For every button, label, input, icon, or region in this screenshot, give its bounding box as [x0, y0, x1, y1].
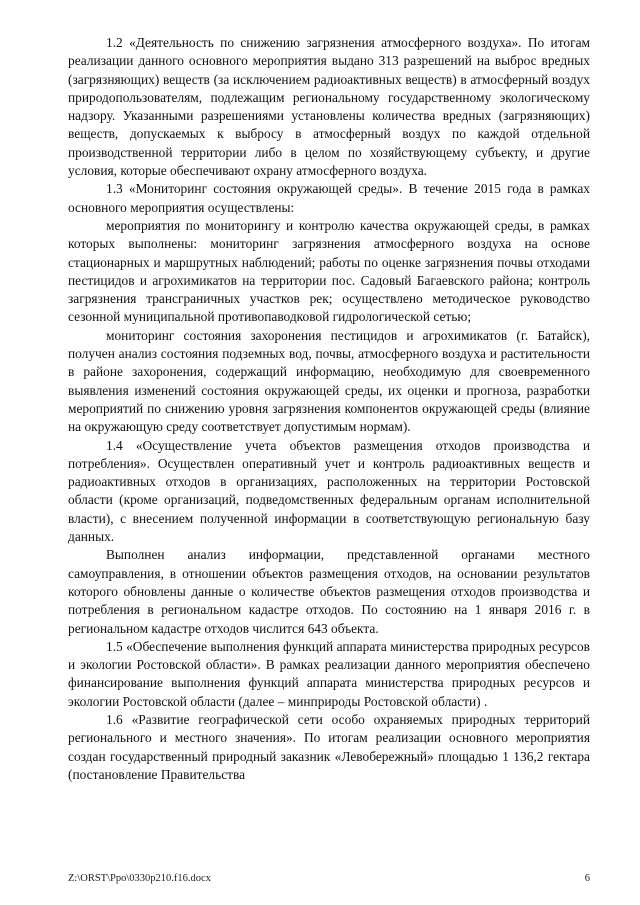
paragraph-monitoring-burial: мониторинг состояния захоронения пестицидов и агрохимикатов (г. Батайск), получен анализ состояния подземных вод, почвы, атмосферного воздуха и растительности в районе захоронения, содержащий информацию, необходимую для своевременного выявления изменений состояния окружающей среды, их оценки и прогноза, разработки мероприятий по снижению уровня загрязнения компонентов окружающей среды (влияние на окружающую среду соответствует допустимым нормам).: [68, 327, 590, 435]
paragraph-1-4: 1.4 «Осуществление учета объектов размещения отходов производства и потребления». Осуществлен оперативный учет и контроль радиоактивных веществ и радиоактивных отходов в организациях, расположенных на территории Ростовской области (кроме организаций, подведомственных федеральным органам исполнительной власти), с внесением полученной информации в соответствующую региональную базу данных.: [68, 437, 590, 545]
paragraph-1-5: 1.5 «Обеспечение выполнения функций аппарата министерства природных ресурсов и экологии Ростовской области». В рамках реализации данного мероприятия обеспечено финансирование выполнения функций аппарата министерства природных ресурсов и экологии Ростовской области (далее – минприроды Ростовской области) .: [68, 638, 590, 709]
paragraph-1-6: 1.6 «Развитие географической сети особо охраняемых природных территорий регионального и местного значения». По итогам реализации основного мероприятия создан государственный природный заказник «Левобережный» площадью 1 136,2 гектара (постановление Правительства: [68, 711, 590, 782]
paragraph-waste-analysis: Выполнен анализ информации, представленной органами местного самоуправления, в отношении объектов размещения отходов, на основании результатов которого обновлены данные о количестве объектов размещения отходов производства и потребления в региональном кадастре отходов. По состоянию на 1 января 2016 г. в региональном кадастре отходов числится 643 объекта.: [68, 547, 590, 636]
document-body: [68, 34, 590, 784]
paragraph-1-2: 1.2 «Деятельность по снижению загрязнения атмосферного воздуха». По итогам реализации данного основного мероприятия выдано 313 разрешений на выброс вредных (загрязняющих) веществ (за исключением радиоактивных веществ) в атмосферный воздух природопользователям, подлежащим региональному государственному экологическому надзору. Указанными разрешениями установлены количества вредных (загрязняющих) веществ, допускаемых к выбросу в атмосферный воздух по каждой отдельной производственной территории либо в целом по хозяйствующему субъекту, и другие условия, которые обеспечивают охрану атмосферного воздуха.: [68, 35, 590, 179]
paragraph-monitoring-quality: мероприятия по мониторингу и контролю качества окружающей среды, в рамках которых выполнены: мониторинг загрязнения атмосферного воздуха на основе стационарных и маршрутных наблюдений; работы по оценке загрязнения почвы отходами пестицидов и агрохимикатов на территории пос. Садовый Багаевского района; контроль загрязнения трансграничных участков рек; осуществлено методическое руководство сезонной муниципальной противопаводковой гидрологической сетью;: [68, 217, 590, 325]
page-number: 6: [584, 873, 590, 884]
paragraph-1-3: 1.3 «Мониторинг состояния окружающей среды». В течение 2015 года в рамках основного мероприятия осуществлены:: [68, 181, 590, 215]
file-path: Z:\ORST\Ppo\0330p210.f16.docx: [68, 873, 211, 884]
